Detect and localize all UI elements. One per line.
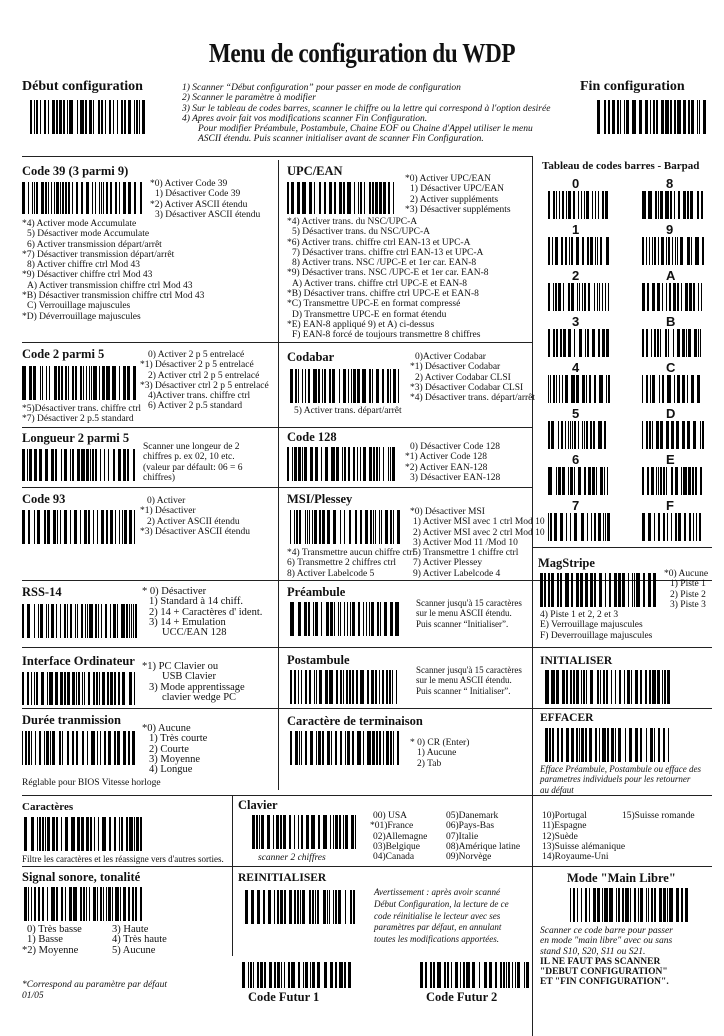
warning-line: IL NE FAUT PAS SCANNER — [540, 956, 661, 967]
barcode-mainlibre[interactable] — [570, 888, 690, 922]
barcode-barpad-1[interactable] — [548, 237, 610, 265]
keyboard-option: *01)France — [370, 821, 414, 832]
keyboard-option: 04)Canada — [373, 852, 415, 863]
option: *7) Désactiver 2 p.5 standard — [22, 414, 134, 425]
option: 3) Moyenne — [149, 753, 201, 765]
option: 2) Activer Codabar CLSI — [415, 372, 511, 383]
rule-h5 — [22, 647, 712, 648]
option: *4) Activer mode Accumulate — [22, 219, 137, 229]
codabar-title: Codabar — [287, 350, 335, 364]
option: *E) EAN-8 appliqué 9) et A) ci-dessus — [287, 319, 435, 330]
longueur-text — [143, 442, 243, 483]
barcode-signal[interactable] — [24, 887, 144, 921]
option: 9) Activer Labelcode 4 — [413, 568, 501, 579]
option: *4) Activer trans. du NSC/UPC-A — [287, 217, 418, 227]
keyboard-option: 14)Royaume-Uni — [542, 852, 609, 863]
option: *1) Activer Code 128 — [405, 452, 488, 463]
instruction-2: 2) Scanner le paramètre à modifier — [182, 93, 316, 104]
barcode-barpad-9[interactable] — [642, 237, 704, 265]
end-config-label: Fin configuration — [580, 79, 685, 94]
barcode-longueur[interactable] — [22, 449, 137, 481]
option: *0) Activer Code 39 — [150, 179, 228, 189]
option: *9) Désactiver chiffre ctrl Mod 43 — [22, 270, 153, 281]
barcode-barpad-7[interactable] — [548, 513, 610, 541]
instruction-4: 4) Apres avoir fait vos modifications scanner Fin Configuration. — [182, 113, 428, 124]
option: 2) 14 + Caractères d' ident. — [149, 606, 263, 618]
barcode-barpad-2[interactable] — [548, 283, 610, 311]
barcode-barpad-F[interactable] — [642, 513, 704, 541]
keyboard-option: 02)Allemagne — [373, 831, 428, 842]
option: *2) Activer ASCII étendu — [150, 199, 248, 210]
clavier-scan-label: scanner 2 chiffres — [258, 853, 326, 863]
barcode-magstripe[interactable] — [540, 573, 658, 607]
option: C) Verrouillage majuscules — [27, 301, 131, 312]
barcode-barpad-A[interactable] — [642, 283, 704, 311]
text-line: Puis scanner “Initialiser”. — [416, 618, 509, 629]
option: *9) Désactiver trans. NSC /UPC-E et 1er car. EAN-8 — [287, 268, 489, 279]
barcode-barpad-E[interactable] — [642, 467, 704, 495]
barpad-char-label: 0 — [572, 176, 580, 191]
code2-title: Code 2 parmi 5 — [22, 347, 105, 361]
option: 3) Désactiver ASCII étendu — [155, 209, 261, 220]
option: 7) Désactiver trans. chiffre ctrl EAN-13 et UPC-A — [292, 247, 484, 258]
duree-options — [142, 724, 207, 775]
option: *B) Désactiver trans. chiffre ctrl UPC-E et EAN-8 — [287, 289, 479, 300]
option: 8) Activer Labelcode 5 — [287, 568, 375, 579]
barcode-codabar[interactable] — [290, 369, 400, 403]
code39-options-below — [22, 219, 204, 322]
option: 2) Activer ASCII étendu — [147, 516, 240, 527]
start-config-label: Début configuration — [22, 79, 143, 94]
option: 1) Piste 1 — [670, 579, 706, 590]
barcode-futur2[interactable] — [420, 962, 532, 988]
option: 7) Activer Plessey — [413, 558, 483, 569]
barcode-postambule[interactable] — [290, 670, 400, 704]
option: 4) Longue — [149, 764, 193, 776]
upc-options — [405, 174, 511, 215]
text-line: stand S10, S20, S11 ou S21. — [540, 946, 646, 957]
barpad-char-label: 6 — [572, 452, 580, 467]
barcode-upc[interactable] — [287, 182, 397, 214]
code128-title: Code 128 — [287, 430, 337, 444]
reinit-text — [374, 887, 509, 946]
keyboard-option: 00) USA — [373, 811, 408, 821]
codabar-option-below: 5) Activer trans. départ/arrêt — [294, 406, 402, 416]
barcode-effacer[interactable] — [545, 728, 670, 762]
magstripe-title: MagStripe — [538, 556, 595, 570]
clavier-title: Clavier — [238, 798, 278, 812]
clavier-col4 — [622, 811, 695, 821]
rule-col-bottom1 — [232, 795, 233, 867]
option: *0) Aucune — [664, 569, 709, 579]
page-title: Menu de configuration du WDP — [208, 38, 516, 68]
option: 0) Activer 2 p 5 entrelacé — [148, 350, 245, 360]
date: 01/05 — [22, 991, 44, 1001]
option: 3) Haute — [112, 924, 149, 935]
initialiser-title: INITIALISER — [540, 655, 613, 667]
option: F) EAN-8 forcé de toujours transmettre 8 chiffres — [292, 330, 481, 341]
option: *1) Désactiver 2 p 5 entrelacé — [140, 360, 254, 371]
text-line: Début Configuration, la lecture de ce — [374, 898, 509, 909]
option: *2) Moyenne — [22, 944, 79, 956]
option: *7) Désactiver transmission départ/arrêt — [22, 249, 175, 260]
keyboard-option: 06)Pays-Bas — [446, 821, 495, 832]
barcode-barpad-6[interactable] — [548, 467, 610, 495]
duree-note: Réglable pour BIOS Vitesse horloge — [22, 778, 161, 788]
option: 4) Très haute — [112, 934, 167, 946]
clavier-col1 — [370, 811, 427, 862]
text-line: Scanner ce code barre pour passer — [540, 926, 673, 936]
option: 1) Très courte — [149, 733, 208, 745]
option: *0) Activer UPC/EAN — [405, 174, 492, 184]
warning-line: "DEBUT CONFIGURATION" — [540, 967, 668, 978]
upc-options-below — [287, 217, 489, 341]
caracteres-title: Caractères — [22, 801, 74, 813]
text-line: chiffres) — [143, 472, 176, 483]
text-line: Avertissement : après avoir scanné — [374, 887, 500, 897]
code93-title: Code 93 — [22, 492, 66, 506]
futur2-label: Code Futur 2 — [426, 990, 498, 1004]
option: 2) Activer ctrl 2 p 5 entrelacé — [148, 370, 260, 381]
barcode-futur1[interactable] — [242, 962, 354, 988]
terminaison-title: Caractère de terminaison — [287, 714, 423, 728]
barpad-char-label: 1 — [572, 222, 580, 237]
text-line: Efface Préambule, Postambule ou efface des — [540, 764, 701, 774]
signal-col2 — [112, 925, 167, 956]
barpad-char-label: 5 — [572, 406, 580, 421]
option: *0) Désactiver MSI — [410, 507, 485, 517]
barcode-barpad-4[interactable] — [548, 375, 610, 403]
clavier-col2 — [446, 811, 520, 862]
option: 2) Piste 2 — [670, 589, 706, 600]
option: 0) Désactiver Code 128 — [410, 442, 500, 452]
duree-title: Durée tranmission — [22, 713, 121, 727]
text-line: toutes les modifications apportées. — [374, 934, 499, 945]
option: *6) Activer trans. chiffre ctrl EAN-13 et UPC-A — [287, 237, 471, 248]
barpad-char-label: F — [666, 498, 674, 513]
mainlibre-text — [540, 926, 673, 988]
option: *3) Désactiver ASCII étendu — [140, 526, 251, 537]
rule-h6 — [22, 708, 712, 709]
barcode-barpad-0[interactable] — [548, 191, 610, 219]
option: *B) Désactiver transmission chiffre ctrl Mod 43 — [22, 291, 205, 302]
option: * 0) CR (Enter) — [410, 738, 470, 748]
option: 1) Désactiver UPC/EAN — [410, 184, 504, 195]
option: clavier wedge PC — [162, 691, 237, 703]
mainlibre-title: Mode "Main Libre" — [567, 871, 676, 885]
postambule-title: Postambule — [287, 653, 350, 667]
barcode-code128[interactable] — [287, 447, 397, 481]
option: 1) Activer MSI avec 1 ctrl Mod 10 — [413, 517, 545, 528]
barcode-barpad-5[interactable] — [548, 421, 610, 449]
barpad-char-label: B — [666, 314, 676, 329]
barpad-char-label: 9 — [666, 222, 674, 237]
text-line: parametres individuels pour les retourner — [540, 774, 691, 785]
option: *1) PC Clavier ou — [142, 661, 219, 672]
magstripe-options — [664, 569, 708, 610]
effacer-text — [540, 764, 701, 795]
code39-title: Code 39 (3 parmi 9) — [22, 164, 129, 178]
barpad-char-label: 3 — [572, 314, 580, 329]
option: 2) Activer MSI avec 2 ctrl Mod 10 — [413, 527, 545, 538]
barcode-terminaison[interactable] — [290, 731, 400, 765]
option: 2) Tab — [417, 758, 442, 769]
keyboard-option: 13)Suisse alémanique — [542, 841, 626, 852]
barcode-code93[interactable] — [22, 510, 137, 544]
barcode-barpad-8[interactable] — [642, 191, 704, 219]
option: *2) Activer EAN-128 — [405, 462, 488, 473]
postambule-text — [416, 665, 522, 696]
keyboard-option: 08)Amérique latine — [446, 841, 521, 852]
rule-h1 — [22, 342, 532, 343]
barpad-char-label: 2 — [572, 268, 580, 283]
option: 3) Activer Mod 11 /Mod 10 — [413, 537, 518, 548]
code2-options-below — [22, 404, 141, 425]
barpad-char-label: D — [666, 406, 676, 421]
clavier-col3 — [542, 811, 625, 862]
option: 6) Transmettre 2 chiffres ctrl — [287, 558, 397, 569]
default-note: *Correspond au paramètre par défaut — [22, 980, 167, 990]
keyboard-option: 11)Espagne — [542, 821, 587, 832]
option: *D) Déverrouillage majuscules — [22, 311, 141, 322]
text-line: Scanner jusqu'à 15 caractères — [416, 665, 522, 675]
barcode-barpad-3[interactable] — [548, 329, 610, 357]
option: 6) Activer transmission départ/arrêt — [27, 239, 162, 250]
instruction-3: 3) Sur le tableau de codes barres, scanner le chiffre ou la lettre qui correspond à l'option desirée — [182, 103, 551, 114]
rss-title: RSS-14 — [22, 585, 62, 599]
barcode-msi[interactable] — [290, 510, 400, 544]
option: 8) Activer trans. NSC /UPC-E et 1er car. EAN-8 — [292, 258, 477, 269]
signal-title: Signal sonore, tonalité — [22, 870, 141, 884]
option: 3) Désactiver EAN-128 — [410, 472, 501, 483]
option: 1) Aucune — [417, 748, 457, 759]
warning-line: ET "FIN CONFIGURATION". — [540, 977, 669, 988]
rule-table-bottom — [532, 547, 712, 548]
futur1-label: Code Futur 1 — [248, 990, 320, 1004]
barpad-char-label: A — [666, 268, 676, 283]
text-line: paramètres par défaut, en annulant — [374, 922, 502, 933]
code93-options — [140, 496, 250, 537]
barpad-char-label: E — [666, 452, 675, 467]
effacer-title: EFFACER — [540, 712, 594, 724]
text-line: Scanner jusqu'à 15 caractères — [416, 598, 522, 608]
option: *C) Transmettre UPC-E en format compressé — [287, 299, 461, 310]
option: 0)Activer Codabar — [415, 352, 486, 362]
option: 2) Activer suppléments — [410, 194, 499, 205]
keyboard-option: 03)Belgique — [373, 841, 420, 852]
interface-title: Interface Ordinateur — [22, 654, 135, 668]
caracteres-note: Filtre les caractères et les réassigne vers d'autres sorties. — [22, 854, 224, 864]
option: A) Activer trans. chiffre ctrl UPC-E et EAN-8 — [292, 278, 467, 289]
keyboard-option: 07)Italie — [446, 831, 479, 842]
option: 3) Mode apprentissage — [149, 681, 245, 693]
rss-options — [142, 587, 262, 638]
option: *1) Désactiver Codabar — [410, 362, 501, 373]
option: 5) Désactiver trans. du NSC/UPC-A — [292, 227, 430, 238]
text-line: Puis scanner “ Initialiser”. — [416, 685, 511, 696]
option: D) Transmettre UPC-E en format étendu — [292, 309, 447, 320]
text-line: chiffres p. ex 02, 10 etc. — [143, 452, 235, 463]
barcode-code2[interactable] — [22, 366, 137, 400]
barpad-title: Tableau de codes barres - Barpad — [542, 160, 700, 172]
option: F) Deverrouillage majuscules — [540, 630, 653, 641]
signal-col1 — [22, 925, 82, 956]
code39-options — [150, 179, 260, 220]
text-line: Scanner une longeur de 2 — [143, 442, 240, 452]
text-line: en mode "main libre" avec ou sans — [540, 936, 673, 947]
instruction-5: Pour modifier Préambule, Postambule, Chaine EOF ou Chaine d'Appel utiliser le menu — [198, 124, 533, 135]
code128-options — [405, 442, 500, 483]
rule-h7 — [22, 795, 712, 796]
text-line: (valeur par défault: 06 = 6 — [143, 462, 243, 473]
option: *3) Désactiver suppléments — [405, 204, 511, 215]
option: 1) Standard à 14 chiff. — [149, 596, 243, 608]
keyboard-option: 10)Portugal — [542, 811, 587, 821]
instruction-1: 1) Scanner “Début configuration” pour passer en mode de configuration — [182, 83, 461, 93]
option: 1) Désactiver Code 39 — [155, 189, 241, 200]
barcode-interface[interactable] — [22, 672, 137, 705]
option: 2) Courte — [149, 743, 189, 755]
option: 4)Activer trans. chiffre ctrl — [148, 391, 251, 402]
option: 5) Désactiver mode Accumulate — [27, 229, 150, 240]
option: E) Verrouillage majuscules — [540, 620, 643, 631]
barpad-char-label: 7 — [572, 498, 580, 513]
rule-h8 — [22, 866, 712, 867]
option: *0) Aucune — [142, 723, 191, 734]
msi-title: MSI/Plessey — [287, 492, 353, 506]
keyboard-option: 05)Danemark — [446, 811, 499, 821]
rule-col2 — [532, 156, 533, 1036]
barcode-clavier[interactable] — [252, 815, 357, 849]
barcode-initialiser[interactable] — [545, 670, 670, 704]
terminaison-options — [410, 738, 469, 769]
option: 3) Piste 3 — [670, 599, 706, 610]
rule-col-bottom2 — [232, 866, 233, 956]
option: A) Activer transmission chiffre ctrl Mod 43 — [27, 280, 193, 291]
option: 5) Transmettre 1 chiffre ctrl — [413, 548, 519, 559]
rule-h2 — [22, 427, 532, 428]
option: *4) Transmettre aucun chiffre ctrl — [287, 548, 416, 558]
interface-options — [142, 662, 245, 703]
option: 6) Activer 2 p.5 standard — [148, 401, 243, 412]
text-line: sur le menu ASCII étendu. — [416, 675, 512, 686]
start-instructions — [182, 83, 550, 145]
barcode-start-config[interactable] — [30, 100, 145, 134]
barcode-reinit[interactable] — [245, 890, 355, 924]
magstripe-options-below — [540, 610, 652, 641]
barcode-barpad-D[interactable] — [642, 421, 704, 449]
option: 0) Très basse — [27, 924, 82, 935]
upc-title: UPC/EAN — [287, 164, 343, 178]
keyboard-option: 12)Suède — [542, 831, 578, 842]
option: USB Clavier — [162, 671, 216, 683]
barcode-rss[interactable] — [22, 604, 137, 638]
barcode-preambule[interactable] — [290, 602, 400, 636]
option: *3) Désactiver ctrl 2 p 5 entrelacé — [140, 380, 269, 391]
msi-options-left — [287, 548, 415, 579]
keyboard-option: 09)Norvège — [446, 852, 492, 863]
rule-col1 — [278, 160, 279, 790]
barpad-char-label: C — [666, 360, 676, 375]
barcode-barpad-B[interactable] — [642, 329, 704, 357]
option: *3) Désactiver Codabar CLSI — [410, 382, 524, 393]
code2-options — [140, 350, 269, 412]
barcode-duree[interactable] — [22, 731, 137, 765]
option: *5)Désactiver trans. chiffre ctrl — [22, 404, 142, 414]
preambule-text — [416, 598, 522, 629]
barcode-end-config[interactable] — [597, 100, 707, 134]
barcode-barpad-C[interactable] — [642, 375, 704, 403]
longueur-title: Longueur 2 parmi 5 — [22, 431, 130, 445]
option: 4) Piste 1 et 2, 2 et 3 — [540, 610, 619, 620]
option: 8) Activer chiffre ctrl Mod 43 — [27, 260, 140, 271]
instruction-6: ASCII étendu. Puis scanner initialiser avant de scanner Fin Configuration. — [198, 134, 484, 145]
preambule-title: Préambule — [287, 585, 346, 599]
option: * 0) Désactiver — [142, 586, 207, 597]
text-line: code réinitialise le lecteur avec ses — [374, 910, 501, 921]
keyboard-option: 15)Suisse romande — [622, 811, 695, 821]
rule-h3 — [22, 487, 532, 488]
rule-top — [22, 156, 532, 157]
barpad-char-label: 8 — [666, 176, 674, 191]
option: *1) Désactiver — [140, 506, 196, 517]
text-line: au défaut — [540, 784, 574, 795]
barpad-char-label: 4 — [572, 360, 580, 375]
option: 5) Aucune — [112, 944, 156, 956]
barcode-code39[interactable] — [22, 182, 142, 214]
msi-options — [410, 507, 545, 579]
reinit-title: REINITIALISER — [238, 872, 327, 884]
option: UCC/EAN 128 — [162, 627, 227, 639]
option: *4) Désactiver trans. départ/arrêt — [410, 393, 536, 404]
barcode-caracteres[interactable] — [24, 817, 142, 851]
option: 3) 14 + Emulation — [149, 616, 226, 628]
option: 1) Basse — [27, 934, 63, 946]
text-line: sur le menu ASCII étendu. — [416, 608, 512, 619]
codabar-options — [410, 352, 535, 403]
option: 0) Activer — [147, 496, 186, 506]
